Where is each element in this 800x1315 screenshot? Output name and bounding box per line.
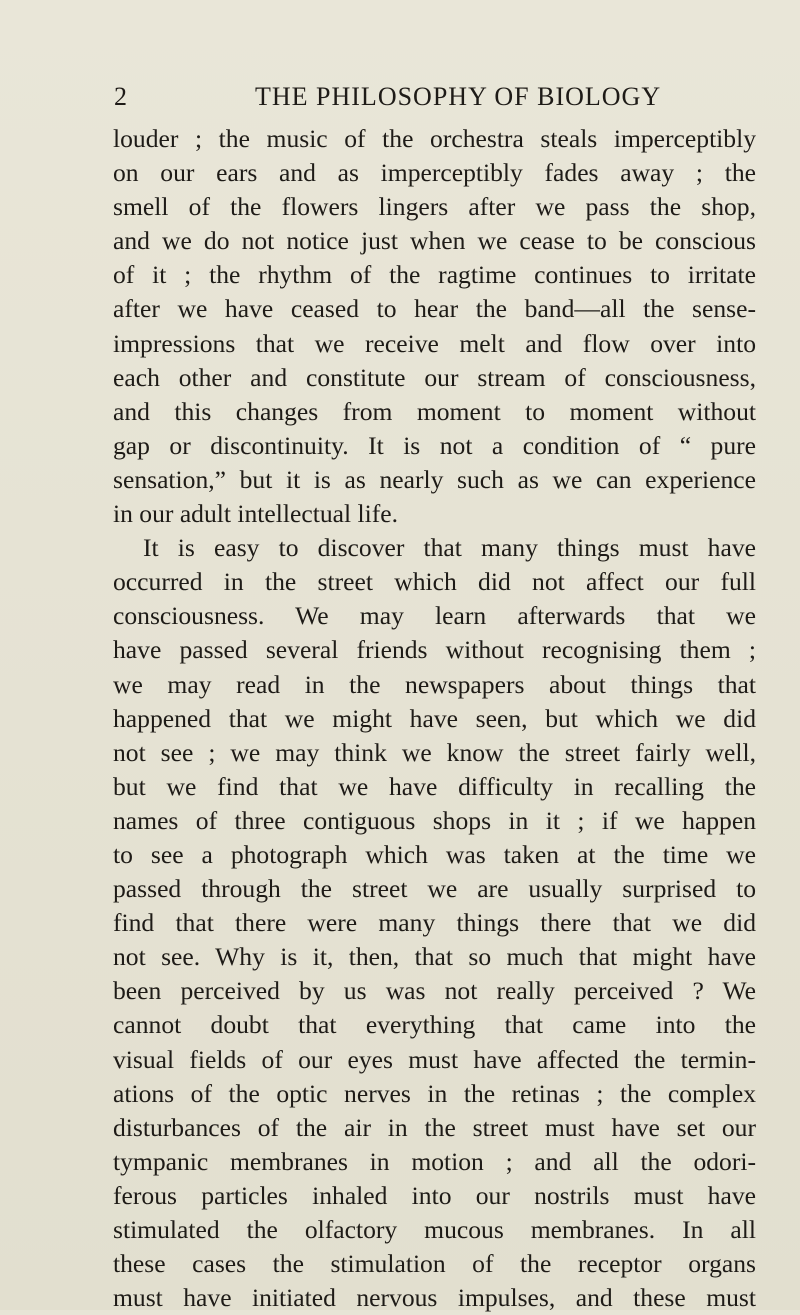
text-line: ferous particles inhaled into our nostrils must have: [113, 1180, 756, 1210]
text-line: smell of the flowers lingers after we pass the shop,: [113, 192, 756, 222]
paragraph-end-line: in our adult intellectual life.: [113, 499, 398, 529]
text-line: not see. Why is it, then, that so much that might have: [113, 942, 756, 972]
text-line: impressions that we receive melt and flow over into: [113, 328, 756, 358]
text-line: these cases the stimulation of the receptor organs: [113, 1249, 756, 1279]
text-line: not see ; we may think we know the street fairly well,: [113, 737, 756, 767]
text-line: and we do not notice just when we cease to be conscious: [113, 226, 756, 256]
text-line: happened that we might have seen, but which we did: [113, 703, 756, 733]
text-line: must have initiated nervous impulses, and these must: [113, 1283, 756, 1313]
page-header: [0, 80, 800, 120]
text-line: passed through the street we are usually surprised to: [113, 874, 756, 904]
text-line: consciousness. We may learn afterwards that we: [113, 601, 756, 631]
text-line: stimulated the olfactory mucous membranes. In all: [113, 1215, 756, 1244]
text-line: to see a photograph which was taken at the time we: [113, 839, 756, 869]
text-line: have passed several friends without recognising them ;: [113, 635, 756, 665]
text-line: sensation,” but it is as nearly such as we can experience: [113, 464, 756, 494]
running-title: THE PHILOSOPHY OF BIOLOGY: [255, 82, 662, 111]
text-line: each other and constitute our stream of consciousness,: [113, 362, 756, 392]
text-line: names of three contiguous shops in it ; if we happen: [113, 805, 756, 835]
text-line: on our ears and as imperceptibly fades away ; the: [113, 158, 756, 188]
text-line: louder ; the music of the orchestra steals imperceptibly: [113, 124, 756, 153]
text-line: of it ; the rhythm of the ragtime continues to irritate: [113, 260, 756, 290]
text-line: find that there were many things there that we did: [113, 908, 756, 938]
text-line: after we have ceased to hear the band—all the sense-: [113, 294, 756, 324]
page-number: 2: [114, 82, 127, 111]
body-text: [113, 122, 756, 1315]
text-line: ations of the optic nerves in the retinas ; the complex: [113, 1078, 756, 1108]
text-line: been perceived by us was not really perceived ? We: [113, 976, 756, 1006]
paragraph-start-line: It is easy to discover that many things must have: [143, 533, 756, 563]
text-line: disturbances of the air in the street must have set our: [113, 1112, 756, 1142]
text-line: occurred in the street which did not affect our full: [113, 567, 756, 597]
text-line: tympanic membranes in motion ; and all the odori-: [113, 1146, 756, 1176]
text-line: but we find that we have difficulty in recalling the: [113, 771, 756, 801]
text-line: and this changes from moment to moment without: [113, 396, 756, 426]
text-line: cannot doubt that everything that came into the: [113, 1010, 756, 1040]
text-line: we may read in the newspapers about things that: [113, 669, 756, 699]
text-line: visual fields of our eyes must have affected the termin-: [113, 1044, 756, 1074]
text-line: gap or discontinuity. It is not a condition of “ pure: [113, 430, 756, 460]
